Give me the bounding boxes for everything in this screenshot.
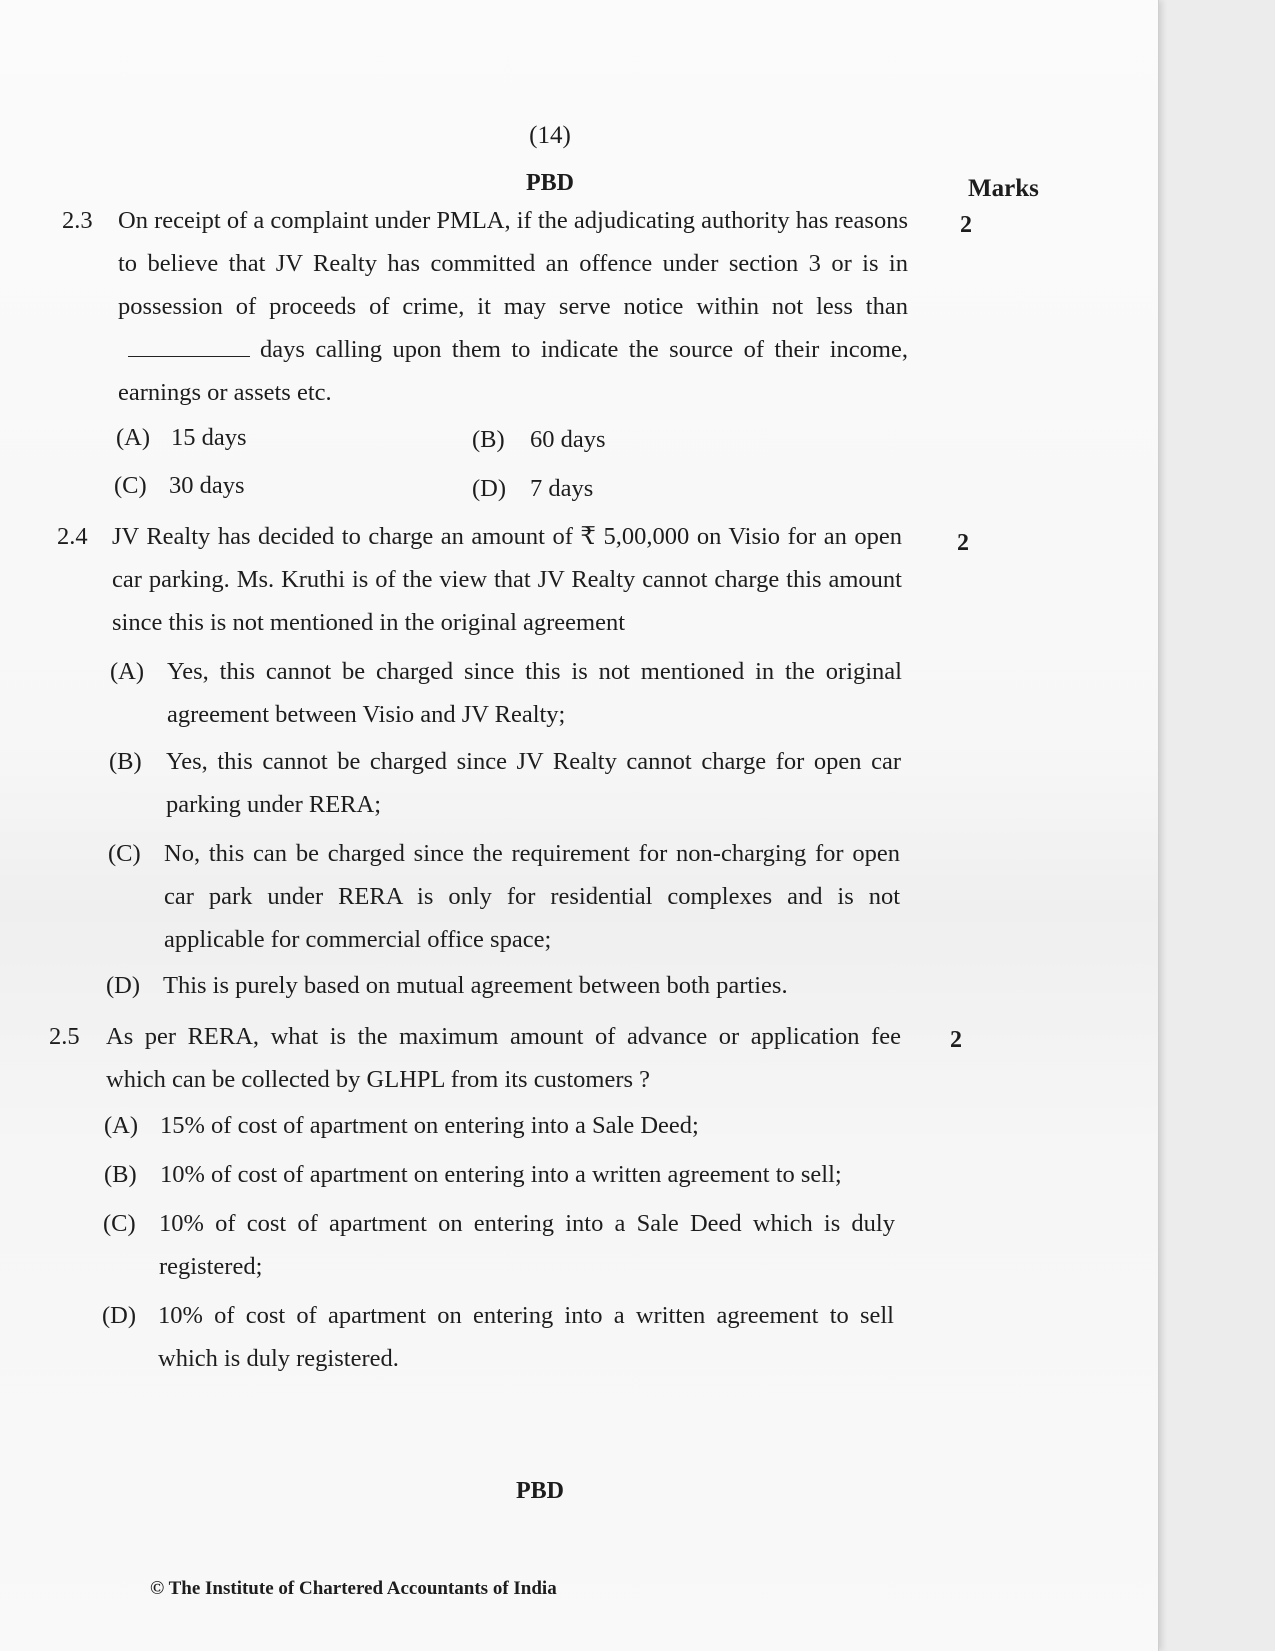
paper-code-header: PBD <box>526 170 574 196</box>
page-number: (14) <box>529 122 571 149</box>
question-number: 2.5 <box>49 1023 80 1050</box>
question-marks: 2 <box>957 530 969 556</box>
question-2-3 <box>62 199 912 414</box>
question-text: On receipt of a complaint under PMLA, if the adjudicating authority has reasons to believe that JV Realty has committed an offence under section 3 or is in possession of proceeds of crime, it may serve notice within not less thandays calling upon them to indicate the source of their income, earnings or assets etc. <box>118 207 908 406</box>
paper-code-footer: PBD <box>516 1478 564 1504</box>
question-marks: 2 <box>960 212 972 238</box>
question-marks: 2 <box>950 1027 962 1053</box>
question-number: 2.4 <box>57 523 88 550</box>
question-2-5 <box>49 1015 899 1105</box>
marks-column-heading: Marks <box>968 175 1039 202</box>
question-2-4 <box>57 515 907 645</box>
answer-blank <box>128 334 250 357</box>
question-number: 2.3 <box>62 207 93 234</box>
exam-page: (14) PBD Marks 2.3 On receipt of a complaint under PMLA, if the adjudicating authority has reasons to believe that JV Realty has committed an offence under section 3 or is in possession of proceeds of crime, it may serve notice within not less thandays calling upon them to indicate the source of their income, earnings or assets etc. 2 (A) 15 days (B) 60 days (C) 30 days (D) 7 days 2.4 JV Realty has decided to charge an amount of ₹ 5,00,000 on Visio for an open car parking. Ms. Kruthi is of the view that JV Realty cannot charge this amount since this is not mentioned in the original agreement 2 (A) Yes, this cannot be charged since this is not mentioned in the original agreement between Visio and JV Realty; (B) Yes, this cannot be charged since JV Realty cannot charge for open car parking under RERA; (C) No, this can be charged since the requirement for non-charging for open car park under RERA is only for residential complexes and is not applicable for commercial office space; (D) This is purely based on mutual agreement between both parties. 2.5 As per RERA, what is the maximum amount of advance or application fee which can be collected by GLHPL from its customers ? 2 (A) 15% of cost of apartment on entering into a Sale Deed; (B) 10% of cost of apartment on entering into a written agreement to sell; (C) 10% of cost of apartment on entering into a Sale Deed which is duly registered; (D) 10% of cost of apartment on entering into a written agreement to sell which is duly registered. PBD © The Institute of Chartered Accountants of India <box>0 0 1159 1651</box>
copyright-notice: © The Institute of Chartered Accountants of India <box>150 1578 557 1599</box>
question-text: JV Realty has decided to charge an amount of ₹ 5,00,000 on Visio for an open car parking. Ms. Kruthi is of the view that JV Realty cannot charge this amount since this is not mentioned in the original agreement <box>112 523 902 636</box>
question-text: As per RERA, what is the maximum amount of advance or application fee which can be collected by GLHPL from its customers ? <box>106 1023 901 1093</box>
